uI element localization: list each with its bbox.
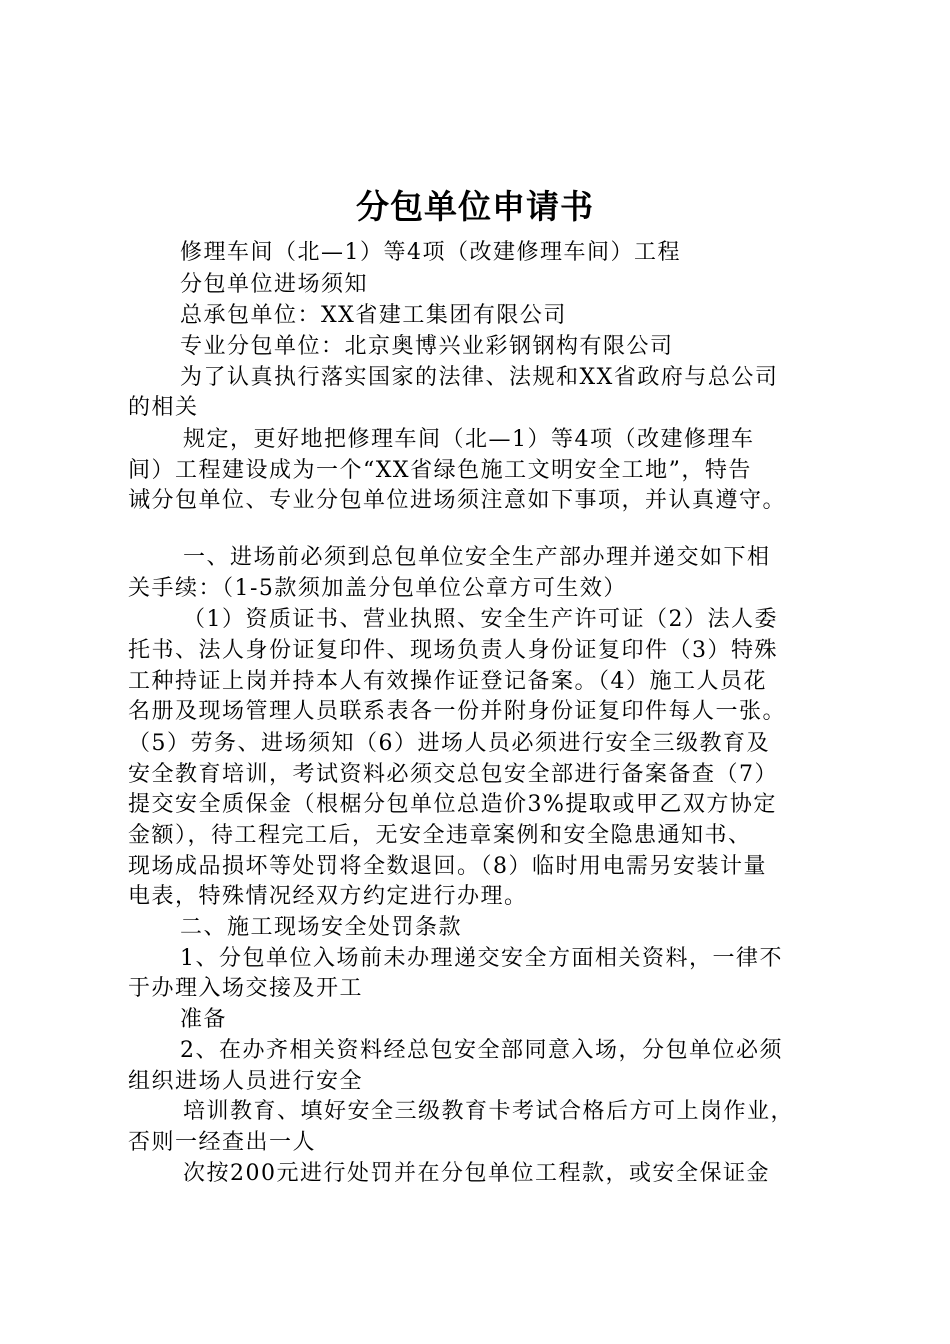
text-line: 安全教育培训，考试资料必须交总包安全部进行备案备查（7） (128, 762, 778, 787)
text-line: 否则一经查出一人 (128, 1130, 317, 1155)
text-line: 修理车间（北—1）等4项（改建修理车间）工程 (180, 240, 681, 265)
text-line: 二、施工现场安全处罚条款 (180, 915, 463, 940)
text-line: 一、进场前必须到总包单位安全生产部办理并递交如下相 (183, 545, 771, 570)
text-line: 关手续：（1-5款须加盖分包单位公章方可生效） (128, 576, 627, 601)
text-line: 为了认真执行落实国家的法律、法规和XX省政府与总公司 (180, 365, 779, 390)
text-line: 间）工程建设成为一个“XX省绿色施工文明安全工地”，特告 (128, 458, 752, 483)
text-line: 次按200元进行处罚并在分包单位工程款，或安全保证金 (183, 1161, 770, 1186)
text-line: 组织进场人员进行安全 (128, 1069, 364, 1094)
text-line: 专业分包单位：北京奥博兴业彩钢钢构有限公司 (180, 334, 674, 359)
text-line: 现场成品损坏等处罚将全数退回。（8）临时用电需另安装计量 (128, 854, 767, 879)
text-line: 金额），待工程完工后，无安全违章案例和安全隐患通知书、 (128, 823, 752, 848)
text-line: （1）资质证书、营业执照、安全生产许可证（2）法人委 (183, 607, 778, 632)
text-line: 于办理入场交接及开工 (128, 976, 364, 1001)
text-line: 的相关 (128, 395, 199, 420)
page-title: 分包单位申请书 (356, 187, 594, 226)
text-line: （5）劳务、进场须知（6）进场人员必须进行安全三级教育及 (128, 731, 770, 756)
text-line: 分包单位进场须知 (180, 272, 369, 297)
text-line: 1、分包单位入场前未办理递交安全方面相关资料，一律不 (180, 946, 783, 971)
text-line: 工种持证上岗并持本人有效操作证登记备案。（4）施工人员花 (128, 669, 767, 694)
text-line: 诫分包单位、专业分包单位进场须注意如下事项，并认真遵守。 (128, 488, 787, 513)
text-line: 电表，特殊情况经双方约定进行办理。 (128, 884, 528, 909)
text-line: 总承包单位：XX省建工集团有限公司 (180, 303, 567, 328)
text-line: 规定，更好地把修理车间（北—1）等4项（改建修理车 (183, 427, 755, 452)
text-line: 托书、法人身份证复印件、现场负责人身份证复印件（3）特殊 (128, 638, 778, 663)
text-line: 培训教育、填好安全三级教育卡考试合格后方可上岗作业， (183, 1099, 795, 1124)
text-line: 名册及现场管理人员联系表各一份并附身份证复印件每人一张。 (128, 699, 787, 724)
text-line: 2、在办齐相关资料经总包安全部同意入场，分包单位必须 (180, 1038, 783, 1063)
text-line: 提交安全质保金（根椐分包单位总造价3%提取或甲乙双方协定 (128, 792, 777, 817)
text-line: 准备 (180, 1007, 228, 1032)
